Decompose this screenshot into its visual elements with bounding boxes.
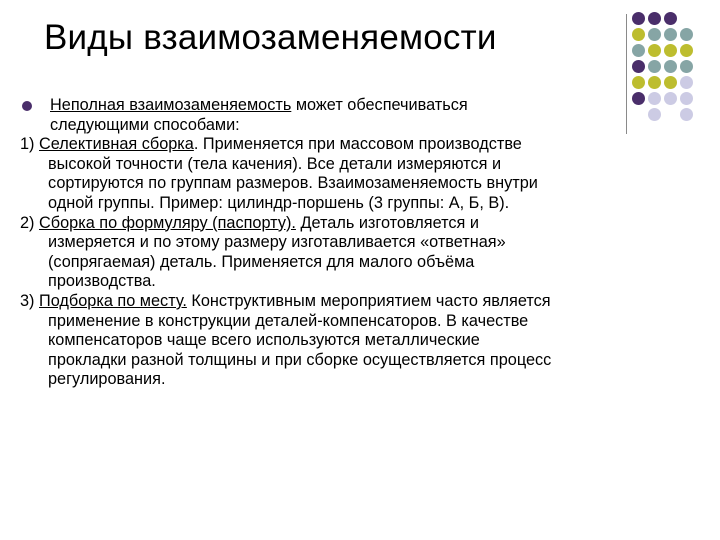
decor-dot [664,44,677,57]
item-2-number: 2) [20,213,40,232]
decor-dot [680,28,693,41]
slide-body [20,96,714,390]
decor-dot [648,28,661,41]
item-1-text: . Применяется при массовом производстве [193,135,522,154]
item-2-text: Деталь изготовляется и [295,213,479,232]
item-3-term: Подборка по месту. [39,291,187,310]
item-2-line-4: производства. [48,272,156,291]
item-2-line-2: измеряется и по этому размеру изготавливается «ответная» [48,233,506,252]
decor-dot [632,76,645,89]
decor-dot [632,12,645,25]
item-3-line-2: применение в конструкции деталей-компенсаторов. В качестве [48,311,529,330]
decor-dot [648,60,661,73]
item-1-line-3: сортируются по группам размеров. Взаимозаменяемость внутри [48,174,538,193]
decor-dot [664,12,677,25]
decor-dot [664,28,677,41]
decor-dot [680,76,693,89]
intro-line-2: следующими способами: [50,115,240,134]
item-1-line-4: одной группы. Пример: цилиндр-поршень (3 группы: А, Б, В). [48,193,510,212]
decor-dot [648,76,661,89]
item-3-line-4: прокладки разной толщины и при сборке осуществляется процесс [48,350,552,369]
intro-text: может обеспечиваться [291,96,468,114]
item-3-line-1 [20,292,714,312]
item-1-line-1 [20,135,714,155]
decor-dot [632,28,645,41]
decor-dot [632,60,645,73]
decor-dot [648,12,661,25]
item-3-line-3: компенсаторов чаще всего используются металлические [48,331,480,350]
decor-dot [648,44,661,57]
bullet-intro [20,96,714,116]
decor-dot [664,76,677,89]
decor-dot [680,60,693,73]
bullet-icon [22,101,32,111]
slide-title: Виды взаимозаменяемости [44,18,497,57]
item-1-line-2: высокой точности (тела качения). Все детали измеряются и [48,154,502,173]
item-3-line-5: регулирования. [48,370,166,389]
item-3-text: Конструктивным мероприятием часто является [186,291,551,310]
item-1-term: Селективная сборка [39,135,194,154]
item-2-term: Сборка по формуляру (паспорту). [39,213,296,232]
item-2-line-3: (сопрягаемая) деталь. Применяется для малого объёма [48,252,475,271]
decor-dot [632,44,645,57]
intro-term: Неполная взаимозаменяемость [50,96,292,114]
decor-dot [664,60,677,73]
decor-dot [680,44,693,57]
item-3-number: 3) [20,291,40,310]
item-2-line-1 [20,214,714,234]
item-1-number: 1) [20,135,40,154]
